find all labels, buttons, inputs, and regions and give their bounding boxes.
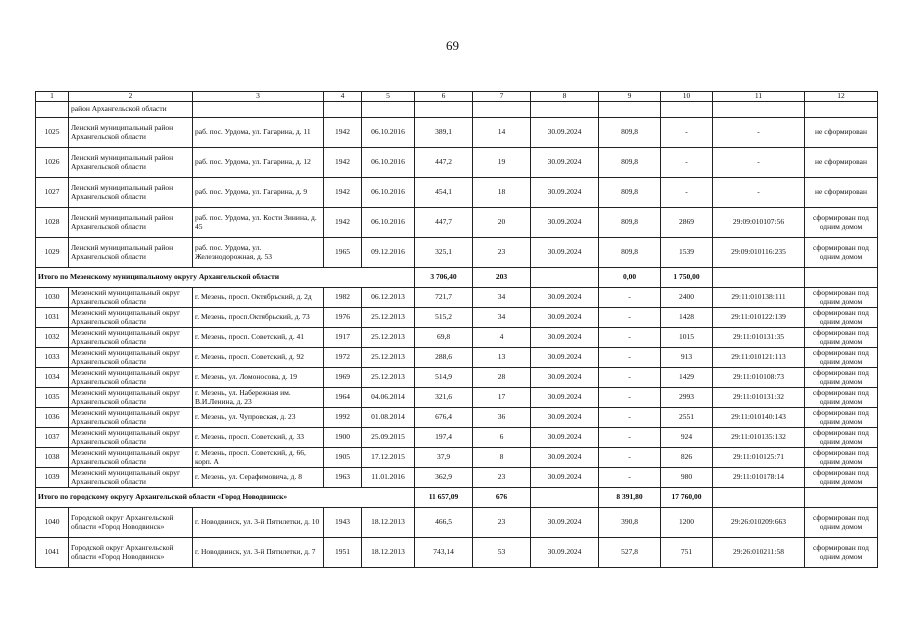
address: г. Новодвинск, ул. 3-й Пятилетки, д. 10: [193, 508, 324, 538]
cost-value: 809,8: [599, 148, 661, 178]
subtotal-area: 11 657,09: [415, 488, 473, 508]
row-number: 1037: [36, 428, 69, 448]
row-number: 1025: [36, 118, 69, 148]
address: раб. пос. Урдома, ул. Гагарина, д. 12: [193, 148, 324, 178]
built-year: 1942: [324, 148, 362, 178]
address: г. Мезень, просп. Советский, д. 33: [193, 428, 324, 448]
cadastral-number: -: [713, 148, 805, 178]
area-value: 447,2: [415, 148, 473, 178]
column-number: 1: [36, 92, 69, 102]
table-row: [36, 538, 878, 568]
table-row: [36, 288, 878, 308]
recognition-date: 06.10.2016: [362, 208, 415, 238]
municipality: Мезенский муниципальный округ Архангельской области: [69, 428, 193, 448]
area-value: 69,8: [415, 328, 473, 348]
residents-count: 17: [473, 388, 531, 408]
cadastral-number: 29:11:010131:35: [713, 328, 805, 348]
cost-value: 527,8: [599, 538, 661, 568]
recognition-date: 09.12.2016: [362, 238, 415, 268]
municipality: Ленский муниципальный район Архангельской области: [69, 238, 193, 268]
cadastral-number: 29:11:010122:139: [713, 308, 805, 328]
land-status: сформирован под одним домом: [805, 328, 878, 348]
row-number: 1034: [36, 368, 69, 388]
land-status: сформирован под одним домом: [805, 288, 878, 308]
municipality: Мезенский муниципальный округ Архангельской области: [69, 448, 193, 468]
row-number: 1030: [36, 288, 69, 308]
cost-value: -: [599, 428, 661, 448]
residents-count: 34: [473, 288, 531, 308]
built-year: 1972: [324, 348, 362, 368]
cadastral-number: 29:11:010108:73: [713, 368, 805, 388]
continuation-label: район Архангельской области: [69, 102, 193, 118]
planned-date: 30.09.2024: [531, 118, 599, 148]
cost-value: -: [599, 448, 661, 468]
land-status: сформирован под одним домом: [805, 428, 878, 448]
column-number: 6: [415, 92, 473, 102]
land-status: сформирован под одним домом: [805, 508, 878, 538]
recognition-date: 06.12.2013: [362, 288, 415, 308]
subtotal-row: [36, 488, 878, 508]
area-value: 362,9: [415, 468, 473, 488]
residents-count: 36: [473, 408, 531, 428]
residents-count: 4: [473, 328, 531, 348]
municipality: Городской округ Архангельской области «Город Новодвинск»: [69, 508, 193, 538]
area-value: 466,5: [415, 508, 473, 538]
row-number: 1035: [36, 388, 69, 408]
land-status: сформирован под одним домом: [805, 238, 878, 268]
cost-value: -: [599, 328, 661, 348]
recognition-date: 25.09.2015: [362, 428, 415, 448]
subtotal-label: Итого по городскому округу Архангельской области «Город Новодвинск»: [36, 488, 415, 508]
cost-value: 809,8: [599, 238, 661, 268]
land-status: сформирован под одним домом: [805, 368, 878, 388]
row-number: 1028: [36, 208, 69, 238]
row-number: 1027: [36, 178, 69, 208]
municipality: Ленский муниципальный район Архангельской области: [69, 148, 193, 178]
land-status: сформирован под одним домом: [805, 308, 878, 328]
municipality: Мезенский муниципальный округ Архангельской области: [69, 388, 193, 408]
cadastral-number: 29:11:010125:71: [713, 448, 805, 468]
land-area: 2869: [661, 208, 713, 238]
area-value: 447,7: [415, 208, 473, 238]
cadastral-number: 29:11:010135:132: [713, 428, 805, 448]
cadastral-number: -: [713, 118, 805, 148]
built-year: 1965: [324, 238, 362, 268]
built-year: 1964: [324, 388, 362, 408]
column-number: 11: [713, 92, 805, 102]
land-area: 980: [661, 468, 713, 488]
address: г. Мезень, просп. Советский, д. 41: [193, 328, 324, 348]
recognition-date: 01.08.2014: [362, 408, 415, 428]
land-status: сформирован под одним домом: [805, 538, 878, 568]
cost-value: -: [599, 368, 661, 388]
cost-value: -: [599, 468, 661, 488]
municipality: Мезенский муниципальный округ Архангельской области: [69, 328, 193, 348]
planned-date: 30.09.2024: [531, 238, 599, 268]
cost-value: 390,8: [599, 508, 661, 538]
area-value: 514,9: [415, 368, 473, 388]
land-area: -: [661, 178, 713, 208]
land-status: сформирован под одним домом: [805, 348, 878, 368]
built-year: 1942: [324, 118, 362, 148]
built-year: 1992: [324, 408, 362, 428]
land-area: 1539: [661, 238, 713, 268]
recognition-date: 25.12.2013: [362, 328, 415, 348]
residents-count: 14: [473, 118, 531, 148]
built-year: 1969: [324, 368, 362, 388]
table-row: [36, 408, 878, 428]
table-row: [36, 448, 878, 468]
planned-date: 30.09.2024: [531, 348, 599, 368]
column-numbers-row: [36, 92, 878, 102]
address: г. Мезень, просп. Советский, д. 92: [193, 348, 324, 368]
built-year: 1963: [324, 468, 362, 488]
municipality: Мезенский муниципальный округ Архангельской области: [69, 368, 193, 388]
area-value: 197,4: [415, 428, 473, 448]
built-year: 1951: [324, 538, 362, 568]
recognition-date: 17.12.2015: [362, 448, 415, 468]
row-number: 1031: [36, 308, 69, 328]
subtotal-residents: 676: [473, 488, 531, 508]
planned-date: 30.09.2024: [531, 288, 599, 308]
address: г. Мезень, ул. Набережная им. В.И.Ленина, д. 23: [193, 388, 324, 408]
land-area: 751: [661, 538, 713, 568]
cadastral-number: 29:26:010211:58: [713, 538, 805, 568]
land-area: 1200: [661, 508, 713, 538]
page-number: 69: [446, 38, 459, 53]
address: раб. пос. Урдома, ул. Гагарина, д. 11: [193, 118, 324, 148]
address: г. Мезень, просп. Октябрьский, д. 2д: [193, 288, 324, 308]
recognition-date: 25.12.2013: [362, 348, 415, 368]
built-year: 1900: [324, 428, 362, 448]
area-value: 321,6: [415, 388, 473, 408]
cadastral-number: 29:09:010116:235: [713, 238, 805, 268]
row-number: 1039: [36, 468, 69, 488]
built-year: 1905: [324, 448, 362, 468]
recognition-date: 18.12.2013: [362, 538, 415, 568]
planned-date: 30.09.2024: [531, 308, 599, 328]
cost-value: -: [599, 408, 661, 428]
land-status: сформирован под одним домом: [805, 388, 878, 408]
address: г. Новодвинск, ул. 3-й Пятилетки, д. 7: [193, 538, 324, 568]
table-row: [36, 328, 878, 348]
address: г. Мезень, ул. Серафимовича, д. 8: [193, 468, 324, 488]
municipality: Городской округ Архангельской области «Город Новодвинск»: [69, 538, 193, 568]
land-status: не сформирован: [805, 148, 878, 178]
planned-date: 30.09.2024: [531, 468, 599, 488]
land-area: 1428: [661, 308, 713, 328]
cost-value: -: [599, 388, 661, 408]
row-number: 1036: [36, 408, 69, 428]
area-value: 37,9: [415, 448, 473, 468]
cadastral-number: 29:11:010138:111: [713, 288, 805, 308]
area-value: 389,1: [415, 118, 473, 148]
recognition-date: 04.06.2014: [362, 388, 415, 408]
cost-value: -: [599, 288, 661, 308]
land-status: сформирован под одним домом: [805, 408, 878, 428]
planned-date: 30.09.2024: [531, 148, 599, 178]
row-number: 1041: [36, 538, 69, 568]
table-row: [36, 178, 878, 208]
residents-count: 23: [473, 508, 531, 538]
planned-date: 30.09.2024: [531, 428, 599, 448]
housing-registry-table: [35, 91, 878, 568]
built-year: 1976: [324, 308, 362, 328]
cadastral-number: -: [713, 178, 805, 208]
subtotal-row: [36, 268, 878, 288]
municipality: Ленский муниципальный район Архангельской области: [69, 178, 193, 208]
municipality: Мезенский муниципальный округ Архангельской области: [69, 348, 193, 368]
municipality: Мезенский муниципальный округ Архангельской области: [69, 408, 193, 428]
table-row: [36, 468, 878, 488]
residents-count: 13: [473, 348, 531, 368]
municipality: Мезенский муниципальный округ Архангельской области: [69, 468, 193, 488]
subtotal-residents: 203: [473, 268, 531, 288]
land-area: 2993: [661, 388, 713, 408]
residents-count: 8: [473, 448, 531, 468]
cost-value: 809,8: [599, 178, 661, 208]
planned-date: 30.09.2024: [531, 178, 599, 208]
table-row: [36, 148, 878, 178]
land-area: 913: [661, 348, 713, 368]
residents-count: 20: [473, 208, 531, 238]
cost-value: -: [599, 348, 661, 368]
cost-value: 809,8: [599, 208, 661, 238]
subtotal-land: 17 760,00: [661, 488, 713, 508]
area-value: 721,7: [415, 288, 473, 308]
row-number: 1033: [36, 348, 69, 368]
table-row: [36, 388, 878, 408]
area-value: 454,1: [415, 178, 473, 208]
table-row: [36, 118, 878, 148]
planned-date: 30.09.2024: [531, 408, 599, 428]
row-number: 1026: [36, 148, 69, 178]
recognition-date: 11.01.2016: [362, 468, 415, 488]
municipality: Ленский муниципальный район Архангельской области: [69, 118, 193, 148]
land-area: 1015: [661, 328, 713, 348]
land-area: 924: [661, 428, 713, 448]
column-number: 10: [661, 92, 713, 102]
address: раб. пос. Урдома, ул. Кости Зинина, д. 45: [193, 208, 324, 238]
built-year: 1982: [324, 288, 362, 308]
row-number: 1032: [36, 328, 69, 348]
cost-value: 809,8: [599, 118, 661, 148]
residents-count: 6: [473, 428, 531, 448]
column-number: 4: [324, 92, 362, 102]
row-number: 1040: [36, 508, 69, 538]
continuation-row: [36, 102, 878, 118]
column-number: 2: [69, 92, 193, 102]
table-row: [36, 508, 878, 538]
planned-date: 30.09.2024: [531, 368, 599, 388]
municipality: Мезенский муниципальный округ Архангельской области: [69, 288, 193, 308]
recognition-date: 06.10.2016: [362, 118, 415, 148]
cadastral-number: 29:11:010178:14: [713, 468, 805, 488]
address: г. Мезень, просп.Октябрьский, д. 73: [193, 308, 324, 328]
planned-date: 30.09.2024: [531, 538, 599, 568]
residents-count: 53: [473, 538, 531, 568]
land-status: сформирован под одним домом: [805, 448, 878, 468]
cost-value: -: [599, 308, 661, 328]
subtotal-cost: 0,00: [599, 268, 661, 288]
residents-count: 23: [473, 238, 531, 268]
table-row: [36, 368, 878, 388]
subtotal-land: 1 750,00: [661, 268, 713, 288]
column-number: 5: [362, 92, 415, 102]
land-area: 2551: [661, 408, 713, 428]
table-row: [36, 238, 878, 268]
address: раб. пос. Урдома, ул. Гагарина, д. 9: [193, 178, 324, 208]
table-row: [36, 208, 878, 238]
municipality: Ленский муниципальный район Архангельской области: [69, 208, 193, 238]
column-number: 12: [805, 92, 878, 102]
land-status: не сформирован: [805, 178, 878, 208]
recognition-date: 25.12.2013: [362, 308, 415, 328]
residents-count: 34: [473, 308, 531, 328]
residents-count: 23: [473, 468, 531, 488]
residents-count: 18: [473, 178, 531, 208]
area-value: 325,1: [415, 238, 473, 268]
cadastral-number: 29:11:010121:113: [713, 348, 805, 368]
land-status: сформирован под одним домом: [805, 208, 878, 238]
planned-date: 30.09.2024: [531, 448, 599, 468]
area-value: 515,2: [415, 308, 473, 328]
column-number: 8: [531, 92, 599, 102]
residents-count: 28: [473, 368, 531, 388]
column-number: 7: [473, 92, 531, 102]
subtotal-cost: 8 391,80: [599, 488, 661, 508]
land-area: -: [661, 148, 713, 178]
table-row: [36, 348, 878, 368]
recognition-date: 18.12.2013: [362, 508, 415, 538]
recognition-date: 06.10.2016: [362, 178, 415, 208]
land-status: не сформирован: [805, 118, 878, 148]
address: г. Мезень, ул. Чупровская, д. 23: [193, 408, 324, 428]
address: г. Мезень, просп. Советский, д. 66, корп. А: [193, 448, 324, 468]
land-area: 2400: [661, 288, 713, 308]
built-year: 1917: [324, 328, 362, 348]
planned-date: 30.09.2024: [531, 208, 599, 238]
row-number: 1038: [36, 448, 69, 468]
row-number: 1029: [36, 238, 69, 268]
area-value: 743,14: [415, 538, 473, 568]
cadastral-number: 29:11:010131:32: [713, 388, 805, 408]
land-area: 826: [661, 448, 713, 468]
built-year: 1943: [324, 508, 362, 538]
land-area: -: [661, 118, 713, 148]
land-status: сформирован под одним домом: [805, 468, 878, 488]
table-row: [36, 428, 878, 448]
land-area: 1429: [661, 368, 713, 388]
municipality: Мезенский муниципальный округ Архангельской области: [69, 308, 193, 328]
subtotal-label: Итого по Мезенскому муниципальному округу Архангельской области: [36, 268, 415, 288]
cadastral-number: 29:11:010140:143: [713, 408, 805, 428]
subtotal-area: 3 706,40: [415, 268, 473, 288]
planned-date: 30.09.2024: [531, 508, 599, 538]
recognition-date: 25.12.2013: [362, 368, 415, 388]
residents-count: 19: [473, 148, 531, 178]
column-number: 9: [599, 92, 661, 102]
cadastral-number: 29:09:010107:56: [713, 208, 805, 238]
column-number: 3: [193, 92, 324, 102]
built-year: 1942: [324, 208, 362, 238]
address: г. Мезень, ул. Ломоносова, д. 19: [193, 368, 324, 388]
cadastral-number: 29:26:010209:663: [713, 508, 805, 538]
built-year: 1942: [324, 178, 362, 208]
address: раб. пос. Урдома, ул. Железнодорожная, д. 53: [193, 238, 324, 268]
planned-date: 30.09.2024: [531, 328, 599, 348]
area-value: 288,6: [415, 348, 473, 368]
area-value: 676,4: [415, 408, 473, 428]
recognition-date: 06.10.2016: [362, 148, 415, 178]
table-row: [36, 308, 878, 328]
planned-date: 30.09.2024: [531, 388, 599, 408]
